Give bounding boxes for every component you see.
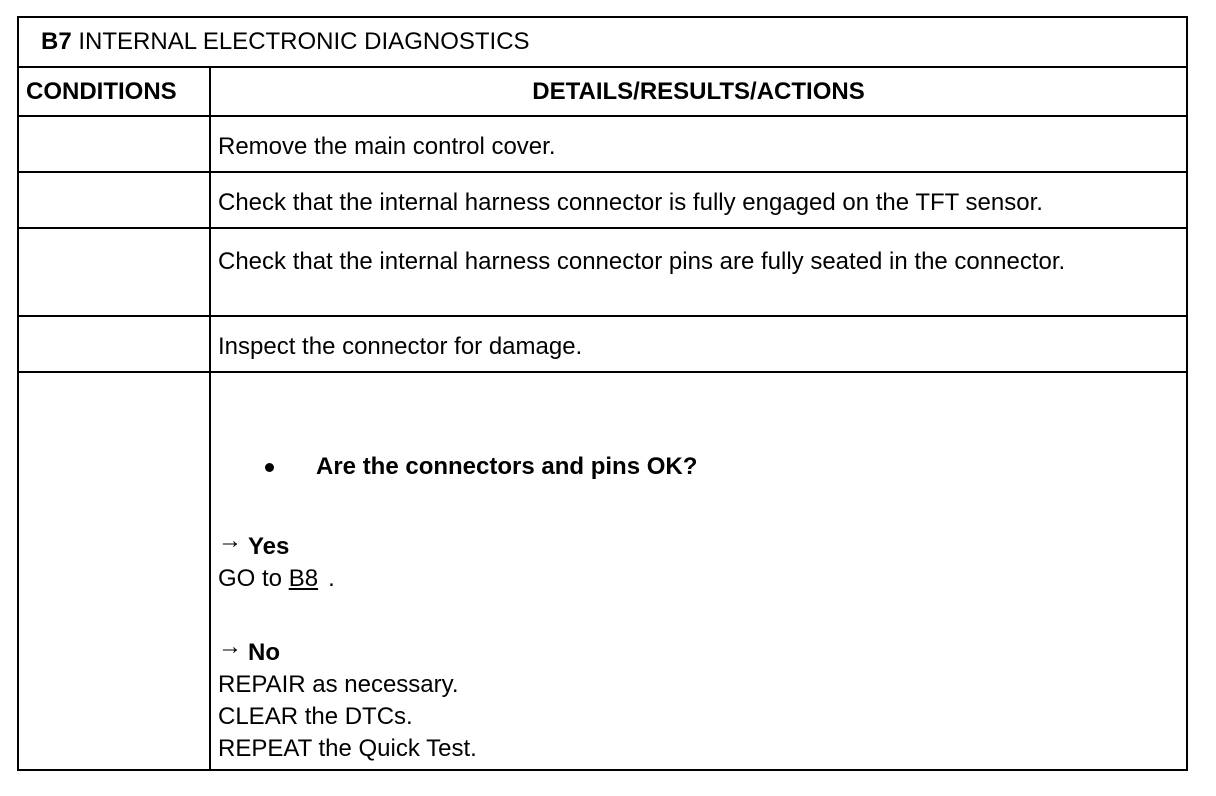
header-row — [18, 67, 1187, 116]
answer-yes — [218, 527, 335, 595]
table-row — [18, 228, 1187, 316]
bullet-icon — [265, 463, 274, 472]
yes-label: Yes — [248, 533, 290, 560]
arrow-right-icon: → — [218, 527, 242, 554]
table-row — [18, 116, 1187, 172]
step-text: Remove the main control cover. — [210, 116, 1187, 172]
go-to-b8-link[interactable]: B8 — [288, 565, 319, 592]
diagnostic-table — [17, 16, 1188, 771]
table-row — [18, 172, 1187, 228]
no-action: REPEAT the Quick Test. — [218, 735, 477, 762]
title-row — [18, 17, 1187, 67]
table-row — [18, 316, 1187, 372]
question-text: Are the connectors and pins OK? — [316, 453, 698, 480]
step-text: Check that the internal harness connector is fully engaged on the TFT sensor. — [210, 172, 1187, 228]
conditions-cell — [18, 316, 210, 372]
no-action: REPAIR as necessary. — [218, 671, 459, 698]
conditions-cell — [18, 228, 210, 316]
go-to-suffix: . — [328, 565, 335, 592]
conditions-cell — [18, 116, 210, 172]
no-label: No — [248, 639, 280, 666]
conditions-cell — [18, 172, 210, 228]
step-text: Inspect the connector for damage. — [210, 316, 1187, 372]
conditions-cell — [18, 372, 210, 770]
step-title: INTERNAL ELECTRONIC DIAGNOSTICS — [78, 28, 530, 55]
step-number: B7 — [41, 28, 72, 55]
arrow-right-icon: → — [218, 633, 242, 660]
go-to-prefix: GO to — [218, 565, 283, 592]
table-row — [18, 372, 1187, 770]
step-text: Check that the internal harness connector pins are fully seated in the connector. — [210, 228, 1187, 316]
no-action: CLEAR the DTCs. — [218, 703, 413, 730]
question — [265, 451, 697, 483]
table-title — [18, 17, 1187, 67]
result-cell — [210, 372, 1187, 770]
answer-no — [218, 633, 477, 765]
conditions-header: CONDITIONS — [18, 67, 210, 116]
details-header: DETAILS/RESULTS/ACTIONS — [210, 67, 1187, 116]
